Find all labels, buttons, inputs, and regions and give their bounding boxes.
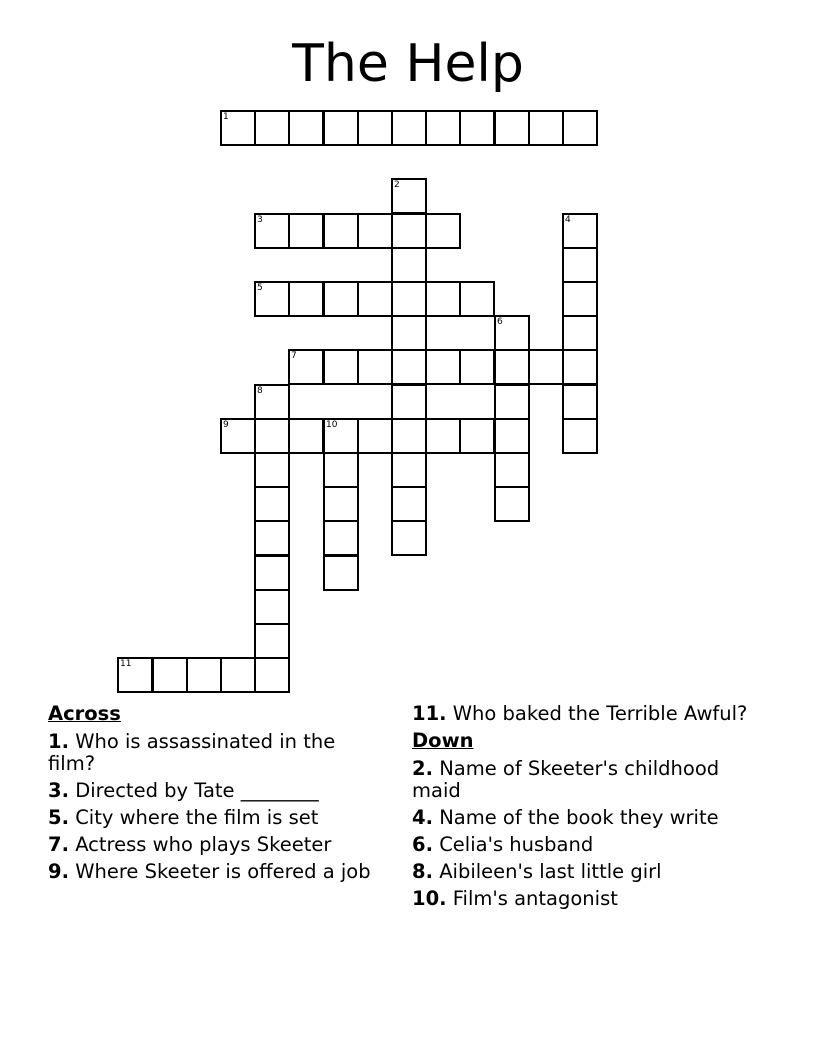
crossword-cell[interactable] — [323, 520, 359, 556]
clue-text: Directed by Tate ________ — [75, 779, 319, 802]
crossword-cell[interactable] — [288, 213, 324, 249]
crossword-cell[interactable] — [459, 349, 495, 385]
clue-down-4 — [412, 807, 762, 829]
crossword-cell[interactable] — [220, 657, 256, 693]
cell-number: 1 — [223, 112, 229, 122]
crossword-cell[interactable] — [391, 520, 427, 556]
crossword-cell[interactable] — [357, 349, 393, 385]
crossword-cell[interactable] — [528, 110, 564, 146]
clue-across-1 — [48, 731, 378, 775]
crossword-cell[interactable] — [391, 281, 427, 317]
crossword-cell[interactable] — [357, 110, 393, 146]
crossword-cell[interactable] — [357, 418, 393, 454]
crossword-cell[interactable] — [391, 384, 427, 420]
crossword-cell[interactable] — [254, 384, 290, 420]
clue-text: Who baked the Terrible Awful? — [452, 702, 748, 725]
clue-number: 11. — [412, 702, 447, 725]
crossword-cell[interactable] — [357, 213, 393, 249]
crossword-cell[interactable] — [323, 555, 359, 591]
crossword-cell[interactable] — [494, 452, 530, 488]
crossword-cell[interactable] — [323, 110, 359, 146]
crossword-cell[interactable] — [254, 110, 290, 146]
crossword-cell[interactable] — [494, 110, 530, 146]
crossword-cell[interactable] — [494, 384, 530, 420]
crossword-cell[interactable] — [391, 349, 427, 385]
crossword-cell[interactable] — [562, 315, 598, 351]
clue-down-2 — [412, 758, 762, 802]
clue-number: 9. — [48, 860, 69, 883]
crossword-cell[interactable] — [254, 657, 290, 693]
crossword-cell[interactable] — [425, 281, 461, 317]
clue-across-11 — [412, 703, 762, 725]
crossword-cell[interactable] — [357, 281, 393, 317]
crossword-cell[interactable] — [254, 520, 290, 556]
clue-across-7 — [48, 834, 378, 856]
cell-number: 9 — [223, 420, 229, 430]
clue-text: Name of Skeeter's childhood maid — [412, 757, 720, 802]
clue-across-9 — [48, 861, 378, 883]
crossword-cell[interactable] — [425, 418, 461, 454]
crossword-cell[interactable] — [254, 486, 290, 522]
crossword-cell[interactable] — [425, 213, 461, 249]
cell-number: 10 — [326, 420, 338, 430]
clue-text: Aibileen's last little girl — [439, 860, 662, 883]
crossword-cell[interactable] — [254, 418, 290, 454]
crossword-cell[interactable] — [562, 281, 598, 317]
cell-number: 3 — [257, 215, 263, 225]
cell-number: 7 — [291, 351, 297, 361]
down-heading: Down — [412, 729, 474, 752]
crossword-cell[interactable] — [459, 418, 495, 454]
clue-column-left — [48, 703, 378, 888]
crossword-cell[interactable] — [254, 213, 290, 249]
crossword-cell[interactable] — [562, 247, 598, 283]
crossword-cell[interactable] — [323, 486, 359, 522]
crossword-cell[interactable] — [220, 110, 256, 146]
cell-number: 2 — [394, 180, 400, 190]
crossword-cell[interactable] — [391, 178, 427, 214]
clue-number: 8. — [412, 860, 433, 883]
crossword-cell[interactable] — [391, 486, 427, 522]
crossword-cell[interactable] — [562, 384, 598, 420]
clue-text: Name of the book they write — [439, 806, 719, 829]
crossword-cell[interactable] — [254, 281, 290, 317]
crossword-cell[interactable] — [288, 349, 324, 385]
clue-number: 5. — [48, 806, 69, 829]
crossword-cell[interactable] — [288, 281, 324, 317]
crossword-cell[interactable] — [528, 349, 564, 385]
cell-number: 5 — [257, 283, 263, 293]
crossword-cell[interactable] — [323, 281, 359, 317]
clue-number: 2. — [412, 757, 433, 780]
clue-across-3 — [48, 780, 378, 802]
crossword-cell[interactable] — [391, 418, 427, 454]
clue-down-10 — [412, 888, 762, 910]
cell-number: 6 — [497, 317, 503, 327]
clue-number: 7. — [48, 833, 69, 856]
crossword-cell[interactable] — [288, 110, 324, 146]
clue-number: 1. — [48, 730, 69, 753]
crossword-cell[interactable] — [494, 349, 530, 385]
crossword-cell[interactable] — [254, 589, 290, 625]
crossword-cell[interactable] — [391, 247, 427, 283]
clue-number: 4. — [412, 806, 433, 829]
crossword-cell[interactable] — [288, 418, 324, 454]
crossword-cell[interactable] — [391, 452, 427, 488]
crossword-cell[interactable] — [186, 657, 222, 693]
clue-text: Who is assassinated in the film? — [48, 730, 336, 775]
crossword-cell[interactable] — [254, 623, 290, 659]
clue-text: Actress who plays Skeeter — [75, 833, 332, 856]
crossword-cell[interactable] — [459, 281, 495, 317]
crossword-cell[interactable] — [152, 657, 188, 693]
crossword-cell[interactable] — [391, 315, 427, 351]
crossword-cell[interactable] — [562, 418, 598, 454]
crossword-cell[interactable] — [323, 418, 359, 454]
clue-number: 6. — [412, 833, 433, 856]
crossword-cell[interactable] — [220, 418, 256, 454]
clue-number: 3. — [48, 779, 69, 802]
crossword-cell[interactable] — [323, 452, 359, 488]
cell-number: 11 — [120, 659, 132, 669]
clue-text: Film's antagonist — [452, 887, 618, 910]
crossword-cell[interactable] — [494, 315, 530, 351]
crossword-cell[interactable] — [562, 213, 598, 249]
clue-number: 10. — [412, 887, 447, 910]
cell-number: 4 — [565, 215, 571, 225]
crossword-cell[interactable] — [425, 110, 461, 146]
crossword-cell[interactable] — [459, 110, 495, 146]
clue-down-6 — [412, 834, 762, 856]
crossword-cell[interactable] — [323, 213, 359, 249]
crossword-cell[interactable] — [562, 110, 598, 146]
clue-across-5 — [48, 807, 378, 829]
clue-text: Celia's husband — [439, 833, 594, 856]
crossword-cell[interactable] — [117, 657, 153, 693]
crossword-cell[interactable] — [254, 452, 290, 488]
clue-text: Where Skeeter is offered a job — [75, 860, 371, 883]
crossword-cell[interactable] — [425, 349, 461, 385]
crossword-cell[interactable] — [391, 213, 427, 249]
cell-number: 8 — [257, 386, 263, 396]
crossword-cell[interactable] — [391, 110, 427, 146]
crossword-cell[interactable] — [494, 418, 530, 454]
crossword-cell[interactable] — [494, 486, 530, 522]
crossword-cell[interactable] — [562, 349, 598, 385]
clue-column-right — [412, 703, 762, 915]
crossword-cell[interactable] — [254, 555, 290, 591]
puzzle-title: The Help — [292, 34, 524, 94]
crossword-cell[interactable] — [323, 349, 359, 385]
across-heading: Across — [48, 702, 121, 725]
clue-down-8 — [412, 861, 762, 883]
clue-text: City where the film is set — [75, 806, 319, 829]
